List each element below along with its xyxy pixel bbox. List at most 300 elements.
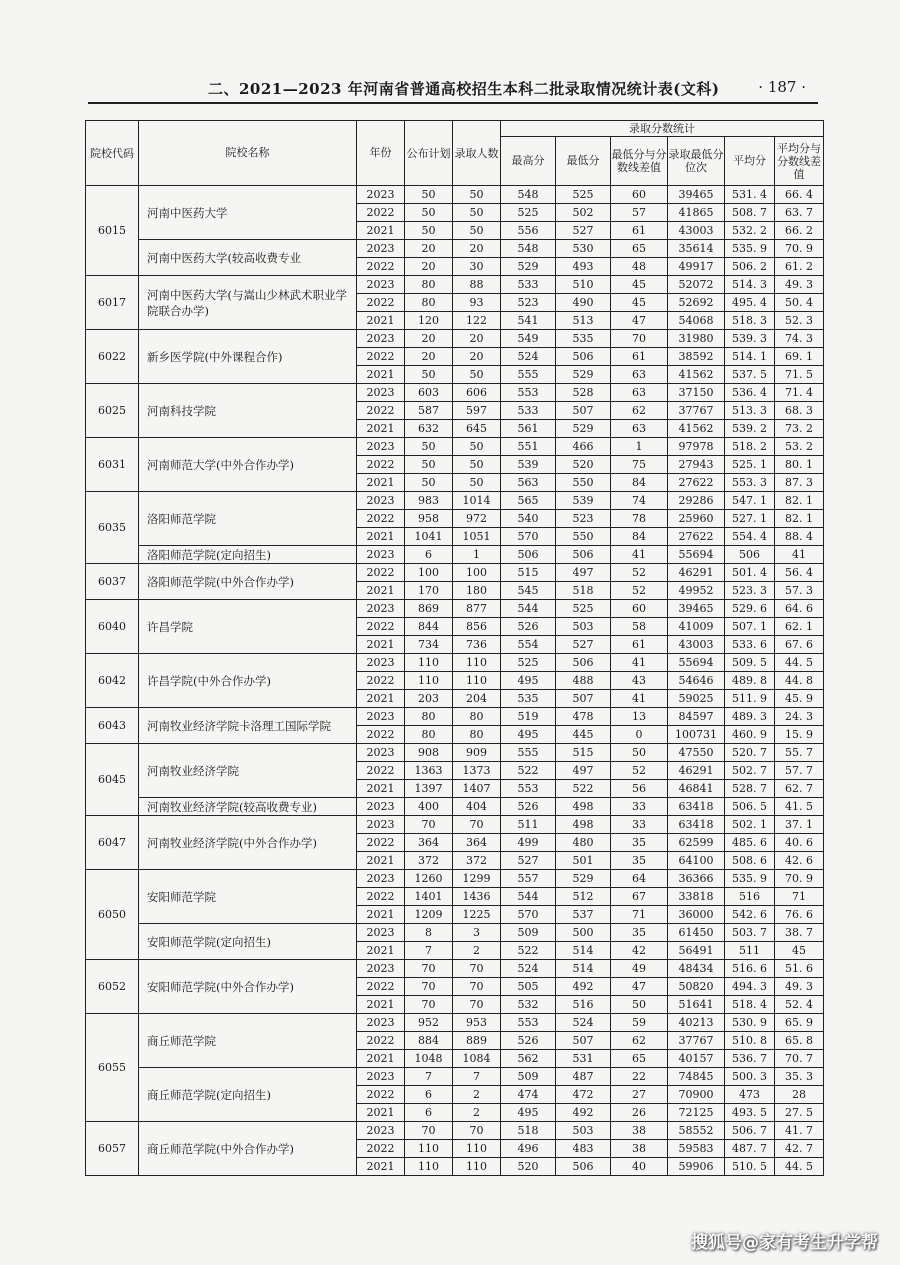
plan-cell: 1397 (405, 780, 453, 798)
table-row (86, 1068, 824, 1086)
max-score-cell: 553 (501, 384, 556, 402)
min-score-cell: 493 (556, 258, 611, 276)
admitted-cell: 50 (453, 438, 501, 456)
year-cell: 2023 (357, 384, 405, 402)
min-diff-cell: 26 (611, 1104, 668, 1122)
avg-diff-cell: 65. 9 (775, 1014, 824, 1032)
year-cell: 2022 (357, 456, 405, 474)
school-code: 6052 (86, 960, 139, 1014)
plan-cell: 50 (405, 366, 453, 384)
avg-score-cell: 501. 4 (725, 564, 775, 582)
admitted-cell: 50 (453, 186, 501, 204)
col-header-code: 院校代码 (86, 121, 139, 186)
max-score-cell: 570 (501, 528, 556, 546)
avg-score-cell: 530. 9 (725, 1014, 775, 1032)
min-diff-cell: 13 (611, 708, 668, 726)
admitted-cell: 1299 (453, 870, 501, 888)
plan-cell: 110 (405, 1158, 453, 1176)
avg-score-cell: 506. 7 (725, 1122, 775, 1140)
year-cell: 2023 (357, 1122, 405, 1140)
admitted-cell: 30 (453, 258, 501, 276)
min-rank-cell: 31980 (668, 330, 725, 348)
min-score-cell: 498 (556, 816, 611, 834)
min-rank-cell: 74845 (668, 1068, 725, 1086)
min-score-cell: 550 (556, 528, 611, 546)
avg-diff-cell: 24. 3 (775, 708, 824, 726)
admitted-cell: 1373 (453, 762, 501, 780)
max-score-cell: 533 (501, 276, 556, 294)
school-code: 6031 (86, 438, 139, 492)
min-score-cell: 539 (556, 492, 611, 510)
max-score-cell: 548 (501, 186, 556, 204)
min-diff-cell: 40 (611, 1158, 668, 1176)
school-code: 6015 (86, 186, 139, 276)
max-score-cell: 526 (501, 1032, 556, 1050)
year-cell: 2022 (357, 402, 405, 420)
table-body (86, 186, 824, 1176)
admitted-cell: 180 (453, 582, 501, 600)
min-diff-cell: 33 (611, 798, 668, 816)
plan-cell: 110 (405, 1140, 453, 1158)
table-row (86, 384, 824, 402)
year-cell: 2023 (357, 1068, 405, 1086)
avg-score-cell: 510. 8 (725, 1032, 775, 1050)
col-header-min: 最低分 (556, 137, 611, 186)
min-score-cell: 478 (556, 708, 611, 726)
year-cell: 2023 (357, 960, 405, 978)
school-code: 6047 (86, 816, 139, 870)
school-name: 河南科技学院 (139, 384, 357, 438)
min-score-cell: 492 (556, 1104, 611, 1122)
min-score-cell: 523 (556, 510, 611, 528)
plan-cell: 1363 (405, 762, 453, 780)
avg-score-cell: 535. 9 (725, 240, 775, 258)
min-rank-cell: 97978 (668, 438, 725, 456)
plan-cell: 983 (405, 492, 453, 510)
year-cell: 2023 (357, 798, 405, 816)
table-row (86, 960, 824, 978)
min-score-cell: 507 (556, 1032, 611, 1050)
admitted-cell: 597 (453, 402, 501, 420)
col-header-min-diff: 最低分与分数线差值 (611, 137, 668, 186)
year-cell: 2021 (357, 528, 405, 546)
max-score-cell: 556 (501, 222, 556, 240)
min-score-cell: 550 (556, 474, 611, 492)
table-row (86, 240, 824, 258)
max-score-cell: 495 (501, 672, 556, 690)
year-cell: 2021 (357, 420, 405, 438)
avg-score-cell: 536. 4 (725, 384, 775, 402)
avg-diff-cell: 80. 1 (775, 456, 824, 474)
school-name: 河南牧业经济学院(较高收费专业) (139, 798, 357, 816)
min-score-cell: 490 (556, 294, 611, 312)
min-diff-cell: 38 (611, 1140, 668, 1158)
plan-cell: 80 (405, 726, 453, 744)
min-diff-cell: 49 (611, 960, 668, 978)
max-score-cell: 555 (501, 366, 556, 384)
plan-cell: 884 (405, 1032, 453, 1050)
plan-cell: 8 (405, 924, 453, 942)
plan-cell: 50 (405, 222, 453, 240)
year-cell: 2023 (357, 600, 405, 618)
min-rank-cell: 39465 (668, 600, 725, 618)
avg-diff-cell: 71. 5 (775, 366, 824, 384)
school-name: 河南牧业经济学院(中外合作办学) (139, 816, 357, 870)
avg-score-cell: 506. 2 (725, 258, 775, 276)
school-name: 河南中医药大学 (139, 186, 357, 240)
admitted-cell: 2 (453, 942, 501, 960)
year-cell: 2021 (357, 636, 405, 654)
avg-diff-cell: 52. 4 (775, 996, 824, 1014)
col-header-admitted: 录取人数 (453, 121, 501, 186)
admitted-cell: 1014 (453, 492, 501, 510)
plan-cell: 50 (405, 474, 453, 492)
min-score-cell: 502 (556, 204, 611, 222)
year-cell: 2021 (357, 690, 405, 708)
min-rank-cell: 40213 (668, 1014, 725, 1032)
year-cell: 2023 (357, 654, 405, 672)
min-rank-cell: 41562 (668, 366, 725, 384)
avg-diff-cell: 28 (775, 1086, 824, 1104)
min-score-cell: 535 (556, 330, 611, 348)
min-score-cell: 516 (556, 996, 611, 1014)
avg-diff-cell: 70. 9 (775, 240, 824, 258)
table-row (86, 276, 824, 294)
school-name: 商丘师范学院(中外合作办学) (139, 1122, 357, 1176)
min-diff-cell: 61 (611, 222, 668, 240)
admitted-cell: 889 (453, 1032, 501, 1050)
max-score-cell: 529 (501, 258, 556, 276)
min-score-cell: 522 (556, 780, 611, 798)
school-name: 安阳师范学院(定向招生) (139, 924, 357, 960)
min-rank-cell: 100731 (668, 726, 725, 744)
min-diff-cell: 41 (611, 690, 668, 708)
year-cell: 2022 (357, 672, 405, 690)
plan-cell: 70 (405, 960, 453, 978)
min-rank-cell: 63418 (668, 816, 725, 834)
plan-cell: 110 (405, 654, 453, 672)
max-score-cell: 532 (501, 996, 556, 1014)
max-score-cell: 554 (501, 636, 556, 654)
admitted-cell: 50 (453, 474, 501, 492)
avg-diff-cell: 68. 3 (775, 402, 824, 420)
table-row (86, 438, 824, 456)
plan-cell: 587 (405, 402, 453, 420)
avg-diff-cell: 71 (775, 888, 824, 906)
max-score-cell: 553 (501, 780, 556, 798)
avg-diff-cell: 82. 1 (775, 492, 824, 510)
min-diff-cell: 65 (611, 1050, 668, 1068)
max-score-cell: 545 (501, 582, 556, 600)
plan-cell: 632 (405, 420, 453, 438)
min-diff-cell: 60 (611, 186, 668, 204)
admitted-cell: 50 (453, 222, 501, 240)
plan-cell: 1041 (405, 528, 453, 546)
avg-score-cell: 460. 9 (725, 726, 775, 744)
min-rank-cell: 55694 (668, 654, 725, 672)
admitted-cell: 20 (453, 348, 501, 366)
plan-cell: 70 (405, 978, 453, 996)
plan-cell: 7 (405, 942, 453, 960)
avg-score-cell: 533. 6 (725, 636, 775, 654)
school-name: 洛阳师范学院 (139, 492, 357, 546)
avg-score-cell: 502. 7 (725, 762, 775, 780)
avg-score-cell: 547. 1 (725, 492, 775, 510)
min-rank-cell: 54068 (668, 312, 725, 330)
min-score-cell: 507 (556, 402, 611, 420)
min-diff-cell: 74 (611, 492, 668, 510)
avg-score-cell: 553. 3 (725, 474, 775, 492)
min-score-cell: 503 (556, 1122, 611, 1140)
min-diff-cell: 52 (611, 762, 668, 780)
year-cell: 2022 (357, 888, 405, 906)
max-score-cell: 563 (501, 474, 556, 492)
max-score-cell: 496 (501, 1140, 556, 1158)
avg-diff-cell: 52. 3 (775, 312, 824, 330)
school-code: 6017 (86, 276, 139, 330)
col-header-avg-diff: 平均分与分数线差值 (775, 137, 824, 186)
admitted-cell: 50 (453, 456, 501, 474)
max-score-cell: 557 (501, 870, 556, 888)
table-row (86, 600, 824, 618)
max-score-cell: 553 (501, 1014, 556, 1032)
avg-diff-cell: 64. 6 (775, 600, 824, 618)
min-rank-cell: 35614 (668, 240, 725, 258)
max-score-cell: 522 (501, 762, 556, 780)
min-rank-cell: 58552 (668, 1122, 725, 1140)
admitted-cell: 20 (453, 240, 501, 258)
max-score-cell: 525 (501, 654, 556, 672)
avg-diff-cell: 70. 9 (775, 870, 824, 888)
max-score-cell: 570 (501, 906, 556, 924)
avg-diff-cell: 87. 3 (775, 474, 824, 492)
year-cell: 2022 (357, 1032, 405, 1050)
school-name: 河南牧业经济学院卡洛理工国际学院 (139, 708, 357, 744)
min-rank-cell: 72125 (668, 1104, 725, 1122)
min-diff-cell: 58 (611, 618, 668, 636)
min-rank-cell: 33818 (668, 888, 725, 906)
admitted-cell: 80 (453, 726, 501, 744)
min-rank-cell: 52072 (668, 276, 725, 294)
min-score-cell: 527 (556, 636, 611, 654)
year-cell: 2022 (357, 1086, 405, 1104)
col-header-year: 年份 (357, 121, 405, 186)
avg-score-cell: 516 (725, 888, 775, 906)
admitted-cell: 70 (453, 816, 501, 834)
min-score-cell: 466 (556, 438, 611, 456)
avg-diff-cell: 41. 7 (775, 1122, 824, 1140)
min-score-cell: 497 (556, 762, 611, 780)
min-diff-cell: 64 (611, 870, 668, 888)
max-score-cell: 565 (501, 492, 556, 510)
min-score-cell: 506 (556, 546, 611, 564)
avg-score-cell: 539. 3 (725, 330, 775, 348)
max-score-cell: 561 (501, 420, 556, 438)
avg-diff-cell: 49. 3 (775, 276, 824, 294)
admitted-cell: 972 (453, 510, 501, 528)
plan-cell: 50 (405, 456, 453, 474)
avg-diff-cell: 67. 6 (775, 636, 824, 654)
min-diff-cell: 61 (611, 348, 668, 366)
admitted-cell: 1084 (453, 1050, 501, 1068)
avg-score-cell: 537. 5 (725, 366, 775, 384)
table-row (86, 1122, 824, 1140)
avg-diff-cell: 66. 2 (775, 222, 824, 240)
avg-score-cell: 500. 3 (725, 1068, 775, 1086)
avg-diff-cell: 57. 7 (775, 762, 824, 780)
table-row (86, 492, 824, 510)
table-row (86, 924, 824, 942)
avg-diff-cell: 55. 7 (775, 744, 824, 762)
min-rank-cell: 62599 (668, 834, 725, 852)
year-cell: 2022 (357, 204, 405, 222)
year-cell: 2023 (357, 186, 405, 204)
year-cell: 2021 (357, 1104, 405, 1122)
avg-diff-cell: 61. 2 (775, 258, 824, 276)
year-cell: 2023 (357, 708, 405, 726)
avg-diff-cell: 70. 7 (775, 1050, 824, 1068)
min-rank-cell: 54646 (668, 672, 725, 690)
min-score-cell: 530 (556, 240, 611, 258)
min-rank-cell: 50820 (668, 978, 725, 996)
admitted-cell: 372 (453, 852, 501, 870)
year-cell: 2023 (357, 330, 405, 348)
col-header-min-rank: 录取最低分位次 (668, 137, 725, 186)
avg-score-cell: 554. 4 (725, 528, 775, 546)
min-score-cell: 518 (556, 582, 611, 600)
min-score-cell: 487 (556, 1068, 611, 1086)
avg-score-cell: 525. 1 (725, 456, 775, 474)
school-name: 河南牧业经济学院 (139, 744, 357, 798)
max-score-cell: 522 (501, 942, 556, 960)
year-cell: 2022 (357, 348, 405, 366)
avg-score-cell: 520. 7 (725, 744, 775, 762)
school-code: 6022 (86, 330, 139, 384)
min-diff-cell: 63 (611, 384, 668, 402)
plan-cell: 400 (405, 798, 453, 816)
plan-cell: 603 (405, 384, 453, 402)
school-code: 6025 (86, 384, 139, 438)
admitted-cell: 404 (453, 798, 501, 816)
min-score-cell: 529 (556, 870, 611, 888)
min-score-cell: 528 (556, 384, 611, 402)
avg-diff-cell: 27. 5 (775, 1104, 824, 1122)
min-score-cell: 480 (556, 834, 611, 852)
min-score-cell: 506 (556, 654, 611, 672)
year-cell: 2021 (357, 906, 405, 924)
school-code: 6055 (86, 1014, 139, 1122)
max-score-cell: 524 (501, 348, 556, 366)
min-rank-cell: 63418 (668, 798, 725, 816)
admitted-cell: 645 (453, 420, 501, 438)
min-diff-cell: 70 (611, 330, 668, 348)
min-score-cell: 524 (556, 1014, 611, 1032)
table-header-row (86, 121, 824, 137)
col-header-max: 最高分 (501, 137, 556, 186)
year-cell: 2021 (357, 222, 405, 240)
min-diff-cell: 52 (611, 582, 668, 600)
year-cell: 2022 (357, 978, 405, 996)
max-score-cell: 495 (501, 726, 556, 744)
min-diff-cell: 41 (611, 546, 668, 564)
min-rank-cell: 49917 (668, 258, 725, 276)
min-rank-cell: 41009 (668, 618, 725, 636)
school-name: 安阳师范学院(中外合作办学) (139, 960, 357, 1014)
avg-score-cell: 518. 4 (725, 996, 775, 1014)
school-name: 新乡医学院(中外课程合作) (139, 330, 357, 384)
school-name: 许昌学院(中外合作办学) (139, 654, 357, 708)
min-diff-cell: 57 (611, 204, 668, 222)
min-rank-cell: 27943 (668, 456, 725, 474)
max-score-cell: 520 (501, 1158, 556, 1176)
year-cell: 2022 (357, 510, 405, 528)
avg-diff-cell: 42. 6 (775, 852, 824, 870)
min-diff-cell: 84 (611, 474, 668, 492)
min-score-cell: 445 (556, 726, 611, 744)
admitted-cell: 110 (453, 1158, 501, 1176)
plan-cell: 844 (405, 618, 453, 636)
max-score-cell: 533 (501, 402, 556, 420)
admitted-cell: 70 (453, 978, 501, 996)
min-rank-cell: 46291 (668, 564, 725, 582)
year-cell: 2022 (357, 834, 405, 852)
avg-score-cell: 532. 2 (725, 222, 775, 240)
max-score-cell: 562 (501, 1050, 556, 1068)
year-cell: 2021 (357, 1158, 405, 1176)
min-rank-cell: 51641 (668, 996, 725, 1014)
admitted-cell: 110 (453, 672, 501, 690)
plan-cell: 958 (405, 510, 453, 528)
plan-cell: 1401 (405, 888, 453, 906)
max-score-cell: 544 (501, 888, 556, 906)
min-rank-cell: 27622 (668, 474, 725, 492)
plan-cell: 1048 (405, 1050, 453, 1068)
min-diff-cell: 84 (611, 528, 668, 546)
min-diff-cell: 47 (611, 312, 668, 330)
min-score-cell: 520 (556, 456, 611, 474)
col-header-name: 院校名称 (139, 121, 357, 186)
avg-score-cell: 542. 6 (725, 906, 775, 924)
school-code: 6037 (86, 564, 139, 600)
min-diff-cell: 56 (611, 780, 668, 798)
min-diff-cell: 65 (611, 240, 668, 258)
avg-diff-cell: 15. 9 (775, 726, 824, 744)
avg-score-cell: 536. 7 (725, 1050, 775, 1068)
school-name: 洛阳师范学院(定向招生) (139, 546, 357, 564)
min-score-cell: 506 (556, 1158, 611, 1176)
min-rank-cell: 41562 (668, 420, 725, 438)
year-cell: 2023 (357, 816, 405, 834)
min-diff-cell: 45 (611, 276, 668, 294)
min-diff-cell: 63 (611, 366, 668, 384)
admitted-cell: 1 (453, 546, 501, 564)
avg-diff-cell: 50. 4 (775, 294, 824, 312)
year-cell: 2022 (357, 762, 405, 780)
min-rank-cell: 55694 (668, 546, 725, 564)
min-score-cell: 510 (556, 276, 611, 294)
min-score-cell: 501 (556, 852, 611, 870)
plan-cell: 100 (405, 564, 453, 582)
plan-cell: 908 (405, 744, 453, 762)
year-cell: 2023 (357, 1014, 405, 1032)
plan-cell: 20 (405, 330, 453, 348)
avg-diff-cell: 44. 5 (775, 1158, 824, 1176)
year-cell: 2022 (357, 1140, 405, 1158)
avg-score-cell: 508. 6 (725, 852, 775, 870)
avg-diff-cell: 82. 1 (775, 510, 824, 528)
school-name: 河南中医药大学(与嵩山少林武术职业学院联合办学) (139, 276, 357, 330)
min-diff-cell: 42 (611, 942, 668, 960)
